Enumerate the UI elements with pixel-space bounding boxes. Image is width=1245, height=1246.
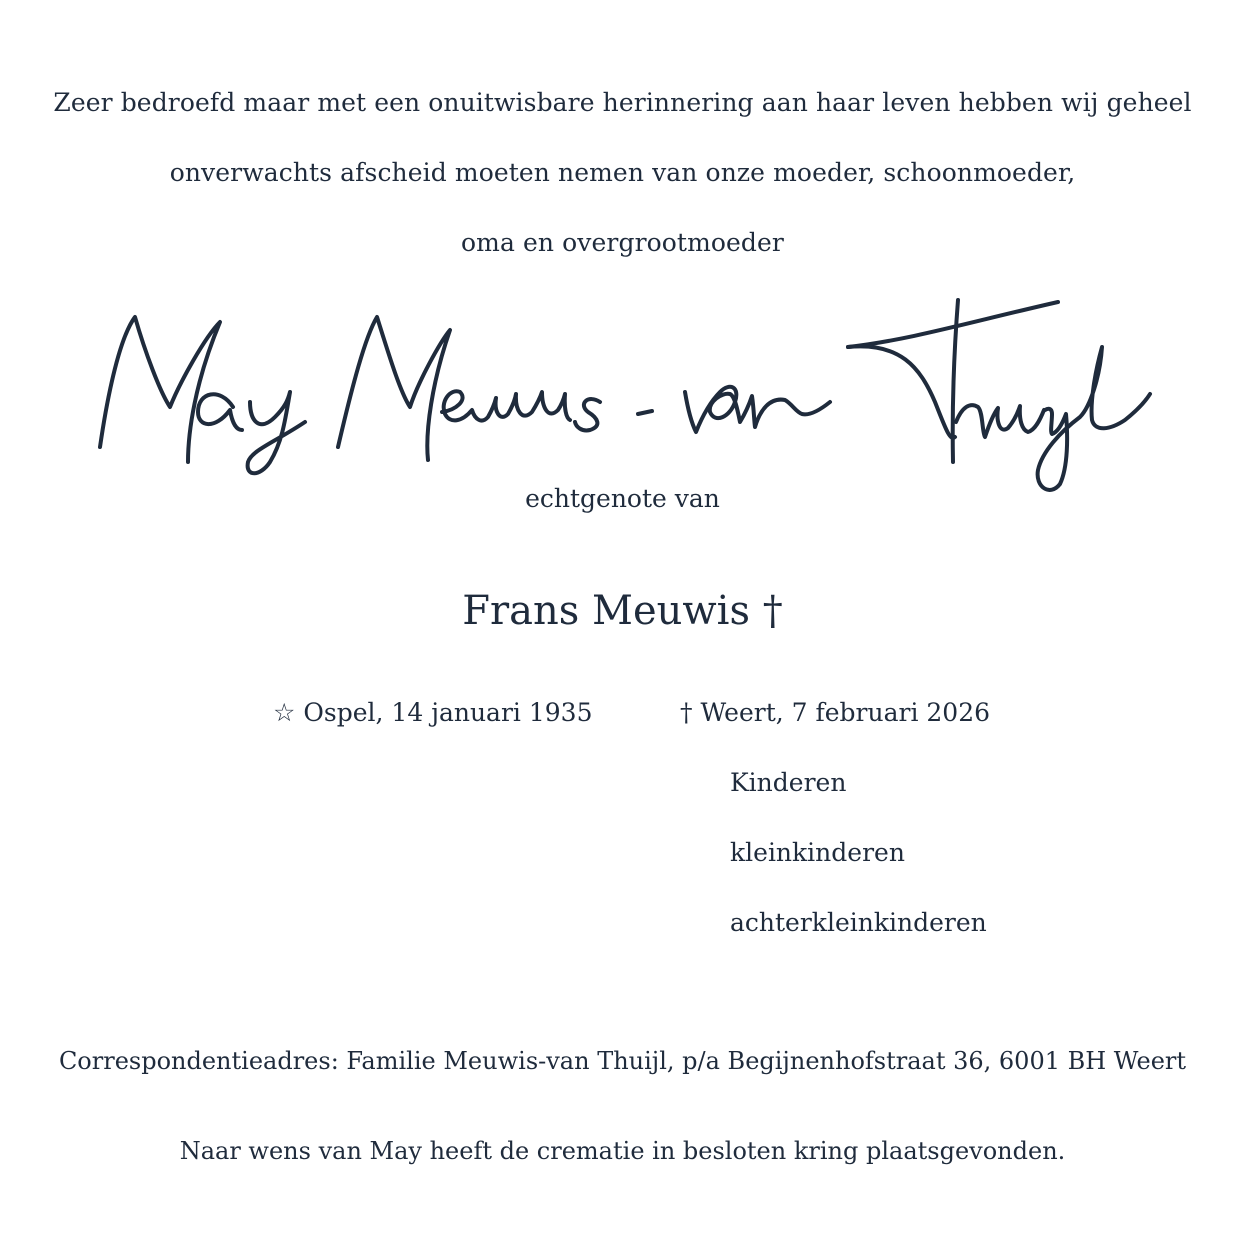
birth-info bbox=[273, 698, 592, 727]
spouse-label: echtgenote van bbox=[525, 484, 720, 513]
family-item-kleinkinderen: kleinkinderen bbox=[730, 838, 905, 867]
family-item-achterkleinkinderen: achterkleinkinderen bbox=[730, 908, 987, 937]
intro-line-3: oma en overgrootmoeder bbox=[461, 228, 784, 257]
death-info bbox=[680, 698, 990, 727]
deceased-name-signature bbox=[90, 292, 1160, 497]
intro-line-1: Zeer bedroefd maar met een onuitwisbare herinnering aan haar leven hebben wij geheel bbox=[53, 88, 1192, 117]
intro-line-2: onverwachts afscheid moeten nemen van onze moeder, schoonmoeder, bbox=[169, 158, 1076, 187]
spouse-name: Frans Meuwis † bbox=[462, 588, 783, 634]
cross-icon: † bbox=[680, 698, 693, 727]
death-text: Weert, 7 februari 2026 bbox=[700, 698, 991, 727]
birth-text: Ospel, 14 januari 1935 bbox=[303, 698, 593, 727]
correspondence-address: Correspondentieadres: Familie Meuwis-van Thuijl, p/a Begijnenhofstraat 36, 6001 BH Weert bbox=[58, 1047, 1187, 1075]
family-item-kinderen: Kinderen bbox=[730, 768, 847, 797]
closing-note: Naar wens van May heeft de crematie in besloten kring plaatsgevonden. bbox=[179, 1137, 1066, 1165]
star-icon: ☆ bbox=[273, 698, 296, 727]
